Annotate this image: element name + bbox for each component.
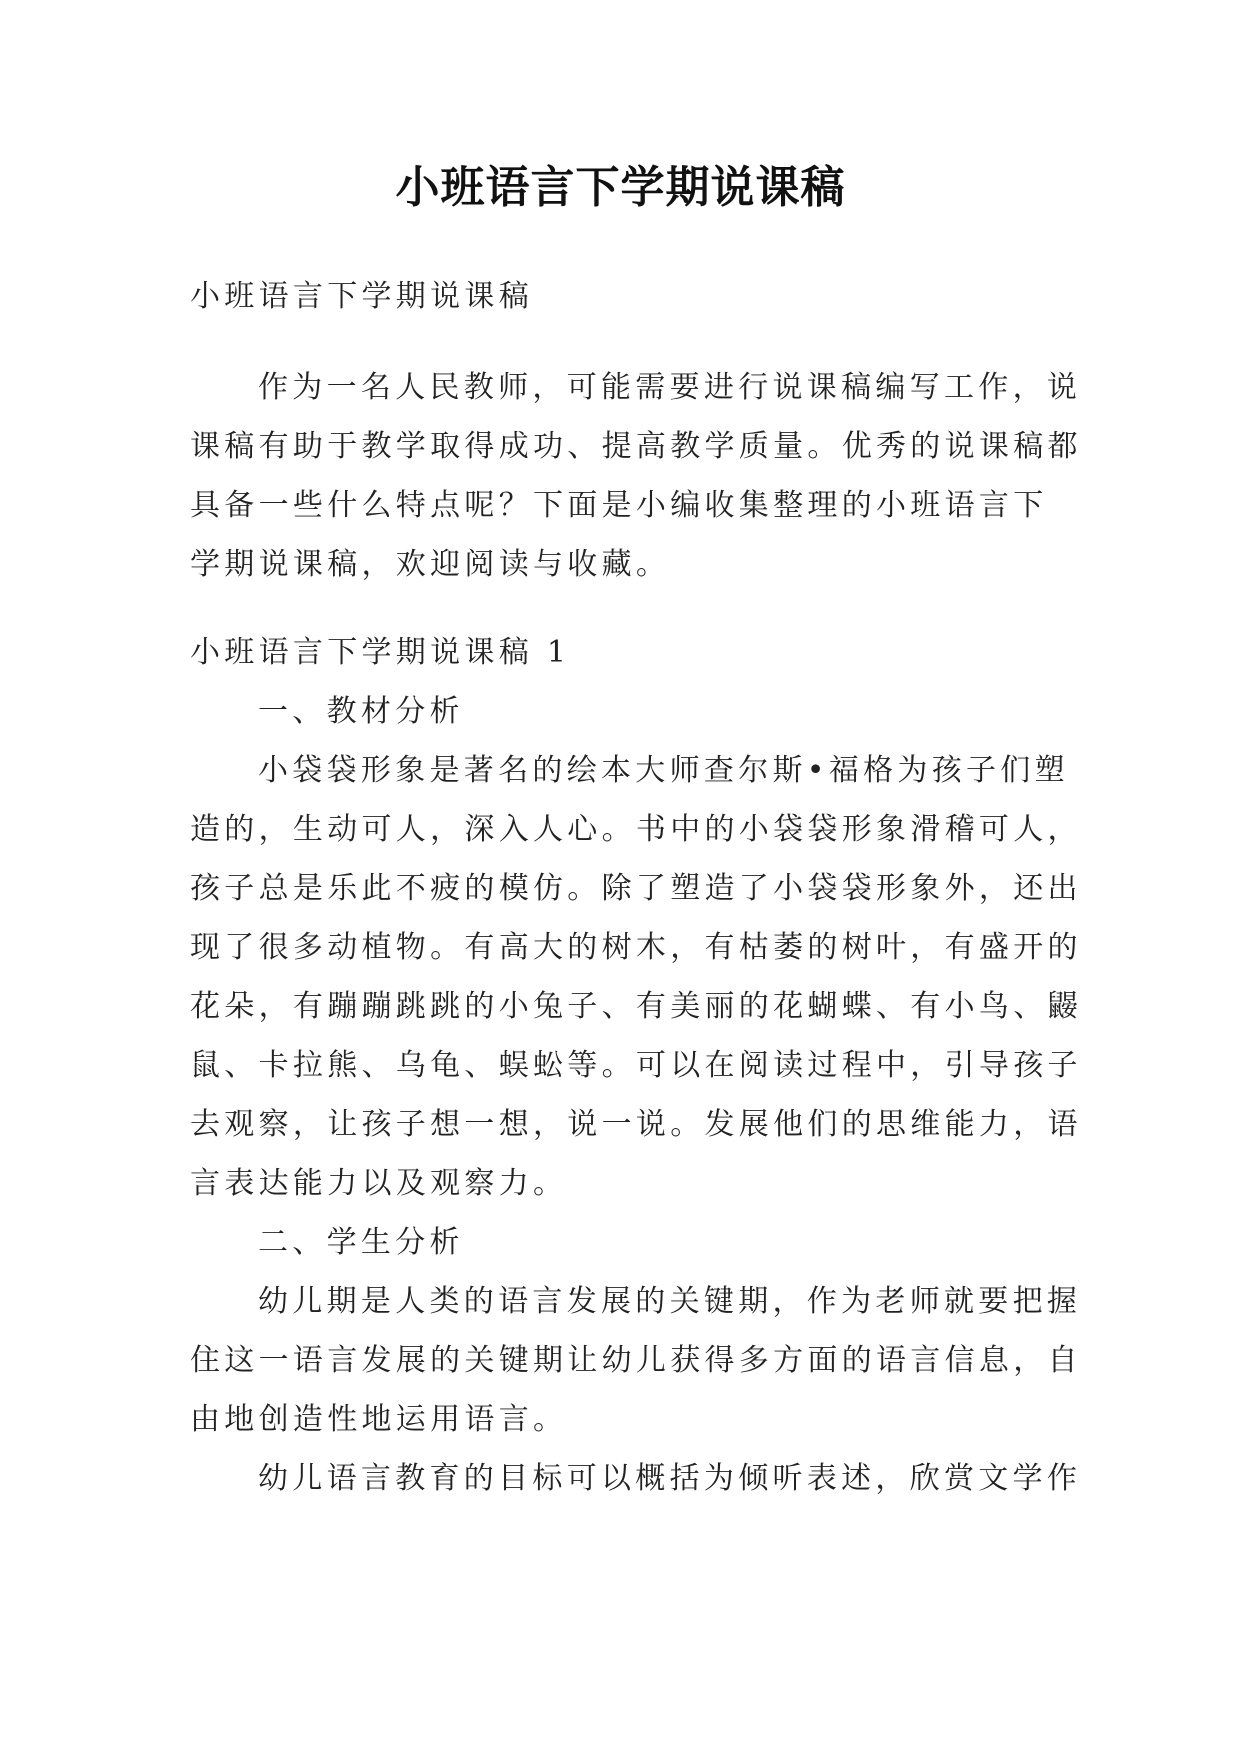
body-line: 住这一语言发展的关键期让幼儿获得多方面的语言信息，自 <box>190 1343 1082 1378</box>
body-line: 去观察，让孩子想一想，说一说。发展他们的思维能力，语 <box>190 1107 1082 1142</box>
body-line: 孩子总是乐此不疲的模仿。除了塑造了小袋袋形象外，还出 <box>190 871 1082 906</box>
body-line: 幼儿语言教育的目标可以概括为倾听表述，欣赏文学作 <box>258 1461 1082 1496</box>
body-line: 言表达能力以及观察力。 <box>190 1166 568 1201</box>
intro-line: 课稿有助于教学取得成功、提高教学质量。优秀的说课稿都 <box>190 429 1082 464</box>
document-subtitle <box>190 267 1090 326</box>
subheading-teaching-material: 一、教材分析 <box>258 694 464 729</box>
intro-line: 学期说课稿，欢迎阅读与收藏。 <box>190 547 671 582</box>
body-line: 造的，生动可人，深入人心。书中的小袋袋形象滑稽可人， <box>190 812 1082 847</box>
body-line: 花朵，有蹦蹦跳跳的小兔子、有美丽的花蝴蝶、有小鸟、鼹 <box>190 989 1082 1024</box>
subtitle-text: 小班语言下学期说课稿 <box>190 279 533 314</box>
intro-line: 作为一名人民教师，可能需要进行说课稿编写工作，说 <box>258 370 1082 405</box>
page-title: 小班语言下学期说课稿 <box>395 162 846 213</box>
body-content <box>190 682 1090 1508</box>
intro-line: 具备一些什么特点呢？下面是小编收集整理的小班语言下 <box>190 488 1048 523</box>
intro-paragraph <box>190 358 1090 594</box>
body-line: 由地创造性地运用语言。 <box>190 1402 568 1437</box>
subheading-student-analysis: 二、学生分析 <box>258 1225 464 1260</box>
body-line: 现了很多动植物。有高大的树木，有枯萎的树叶，有盛开的 <box>190 930 1082 965</box>
body-line: 小袋袋形象是著名的绘本大师查尔斯•福格为孩子们塑 <box>258 753 1069 788</box>
body-line: 鼠、卡拉熊、乌龟、蜈蚣等。可以在阅读过程中，引导孩子 <box>190 1048 1082 1083</box>
section-heading <box>190 623 1090 682</box>
section-title: 小班语言下学期说课稿 1 <box>190 635 571 670</box>
body-line: 幼儿期是人类的语言发展的关键期，作为老师就要把握 <box>258 1284 1082 1319</box>
